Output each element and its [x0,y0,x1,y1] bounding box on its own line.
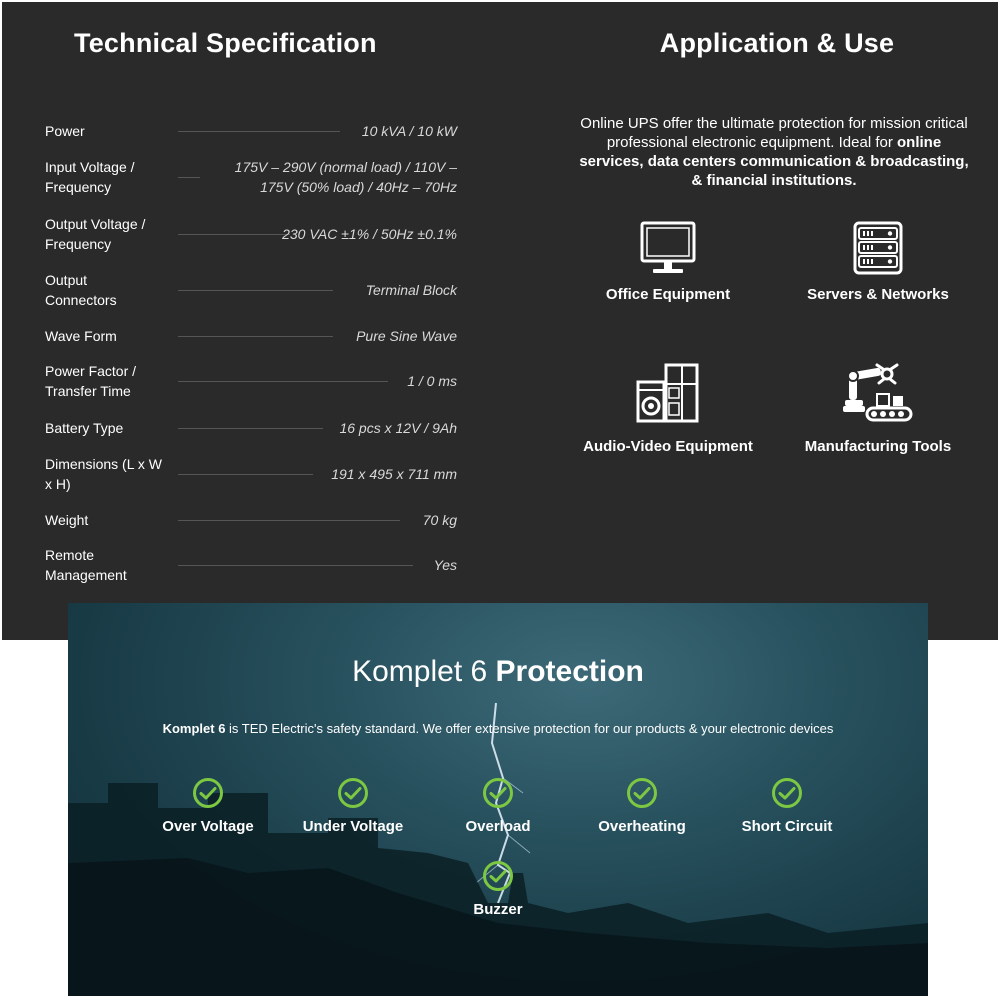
protection-desc-bold: Komplet 6 [162,721,226,736]
check-circle-icon [192,777,224,809]
divider [178,428,323,429]
protection-title-bold: Protection [495,655,644,688]
feature-label: Short Circuit [741,818,833,835]
feature-overload [418,777,578,835]
spec-title: Technical Specification [74,28,377,58]
spec-label: Dimensions (L x W x H) [45,456,162,492]
spec-value: 10 kVA / 10 kW [361,123,457,139]
divider [178,336,333,337]
spec-label: Battery Type [45,420,124,436]
spec-row-battery-type [45,418,457,438]
feature-over-voltage [128,777,288,835]
feature-overheating [562,777,722,835]
divider [178,520,400,521]
use-label: Servers & Networks [807,286,949,303]
spec-label: Output Voltage / Frequency [45,216,146,252]
check-circle-icon [337,777,369,809]
spec-value: 70 kg [422,512,457,528]
protection-title [68,655,928,689]
application-description [574,114,974,190]
use-servers-networks [778,220,978,303]
spec-value: Pure Sine Wave [356,328,457,344]
application-title: Application & Use [659,28,895,58]
monitor-icon [639,220,697,276]
use-label: Audio-Video Equipment [583,438,753,455]
feature-label: Buzzer [473,901,523,918]
divider [178,565,413,566]
robot-arm-icon [843,362,913,424]
spec-label: Output Connectors [45,272,117,308]
feature-label: Overload [465,818,531,835]
use-office-equipment [568,220,768,303]
spec-row-power [45,121,457,141]
divider [178,290,333,291]
server-rack-icon [849,220,907,276]
spec-label: Weight [45,512,89,528]
spec-value: Yes [433,557,457,573]
feature-label: Overheating [598,818,686,835]
spec-row-weight [45,510,457,530]
divider [178,177,200,178]
check-circle-icon [482,777,514,809]
spec-value: 230 VAC ±1% / 50Hz ±0.1% [282,226,457,242]
use-audio-video-equipment [568,362,768,455]
protection-desc-plain: is TED Electric's safety standard. We offer extensive protection for our products & your electronic devices [225,721,834,736]
spec-label: Power Factor / Transfer Time [45,363,137,399]
spec-row-power-factor [45,361,457,401]
spec-value: 175V – 290V (normal load) / 110V – 175V (50% load) / 40Hz – 70Hz [234,159,457,195]
divider [178,474,313,475]
specification-panel [2,2,998,640]
use-label: Office Equipment [605,286,731,303]
check-circle-icon [626,777,658,809]
spec-value: 16 pcs x 12V / 9Ah [339,420,457,436]
use-manufacturing-tools [778,362,978,455]
spec-label: Remote Management [45,547,127,583]
spec-row-output-voltage [45,214,457,254]
spec-value: Terminal Block [365,282,457,298]
application-desc-plain: Online UPS offer the ultimate protection for mission critical professional electronic equipment. Ideal for [580,115,968,151]
spec-row-remote-management [45,545,457,585]
spec-row-wave-form [45,326,457,346]
feature-label: Over Voltage [162,818,254,835]
spec-row-dimensions [45,454,457,494]
protection-description [68,721,928,736]
spec-value: 191 x 495 x 711 mm [331,466,457,482]
spec-value: 1 / 0 ms [407,373,457,389]
spec-row-input-voltage [45,157,457,197]
spec-row-output-connectors [45,270,457,310]
protection-panel [68,603,928,996]
check-circle-icon [771,777,803,809]
feature-buzzer [418,860,578,918]
feature-under-voltage [273,777,433,835]
application-desc-bold: online services, data centers communication & broadcasting, & financial institutions. [579,134,969,189]
use-label: Manufacturing Tools [804,438,952,455]
divider [178,131,340,132]
spec-label: Wave Form [45,328,117,344]
check-circle-icon [482,860,514,892]
divider [178,381,388,382]
spec-label: Input Voltage / Frequency [45,159,135,195]
feature-short-circuit [707,777,867,835]
feature-label: Under Voltage [302,818,404,835]
spec-label: Power [45,123,85,139]
appliances-icon [636,362,700,424]
protection-title-plain: Komplet 6 [352,655,488,688]
